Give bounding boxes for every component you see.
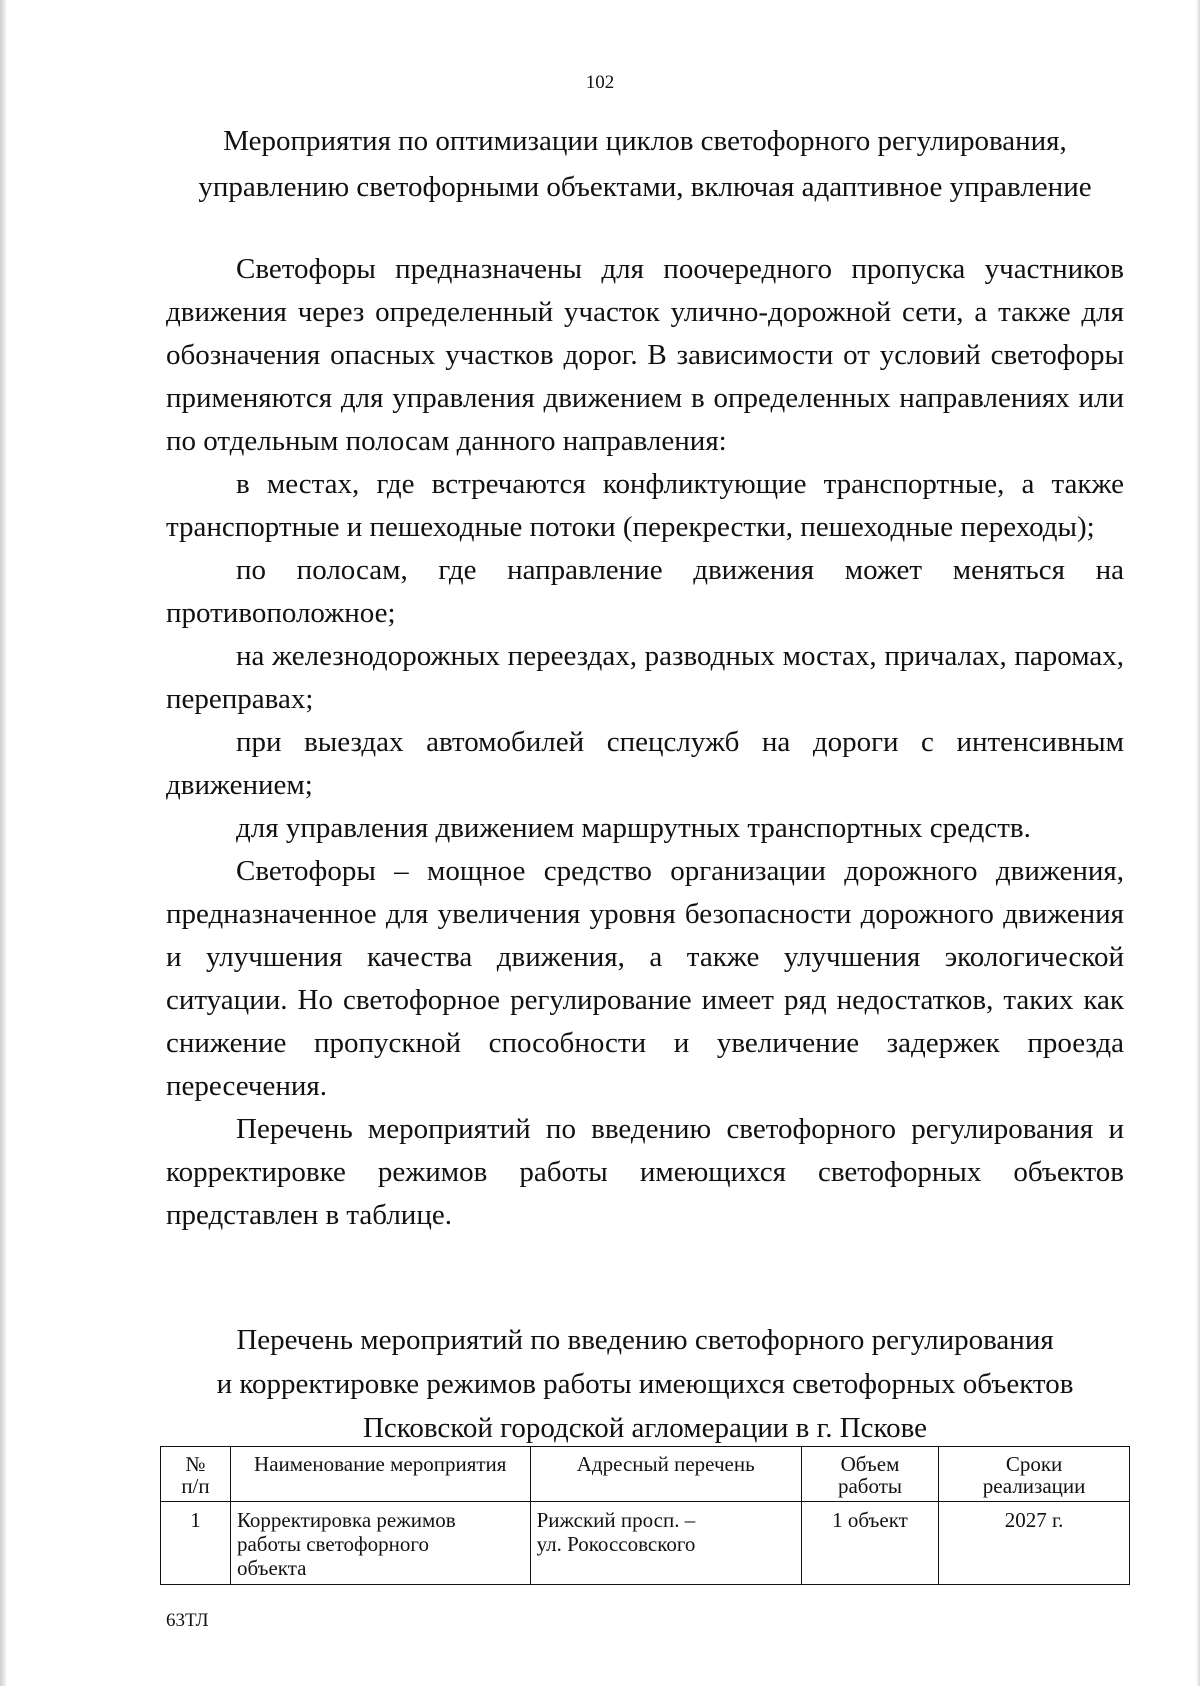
section-title bbox=[160, 118, 1130, 210]
measures-table bbox=[160, 1446, 1130, 1585]
scan-edge-right bbox=[1196, 0, 1200, 1686]
list-item: по полосам, где направление движения может меняться на противоположное; bbox=[166, 554, 1124, 629]
cell-name-line: объекта bbox=[236, 1556, 307, 1580]
body-text bbox=[166, 248, 1124, 1237]
cell-name-line: Корректировка режимов bbox=[236, 1508, 456, 1532]
table-title-line: и корректировке режимов работы имеющихся светофорных объектов bbox=[216, 1368, 1074, 1400]
table-header-row bbox=[161, 1447, 1130, 1502]
table-title-line: Перечень мероприятий по введению светофорного регулирования bbox=[236, 1324, 1054, 1356]
cell-terms: 2027 г. bbox=[939, 1502, 1130, 1585]
header-volume bbox=[801, 1447, 938, 1502]
paragraph: Светофоры – мощное средство организации дорожного движения, предназначенное для увеличения уровня безопасности дорожного движения и улучшения качества движения, а также улучшения экологической ситуации. Но светофорное регулирование имеет ряд недостатков, таких как снижение пропускной способности и увеличение задержек проезда пересечения. bbox=[166, 855, 1124, 1102]
scan-edge-left bbox=[0, 0, 6, 1686]
list-item: на железнодорожных переездах, разводных мостах, причалах, паромах, переправах; bbox=[166, 640, 1124, 715]
paragraph: Перечень мероприятий по введению светофорного регулирования и корректировке режимов работы имеющихся светофорных объектов представлен в таблице. bbox=[166, 1113, 1124, 1231]
header-name: Наименование мероприятия bbox=[230, 1447, 530, 1502]
cell-address bbox=[530, 1502, 801, 1585]
page-number: 102 bbox=[585, 72, 615, 93]
header-number-line: п/п bbox=[181, 1474, 210, 1498]
section-title-line: Мероприятия по оптимизации циклов светофорного регулирования, bbox=[223, 125, 1067, 157]
header-terms bbox=[939, 1447, 1130, 1502]
header-volume-line: работы bbox=[837, 1474, 902, 1498]
cell-volume: 1 объект bbox=[801, 1502, 938, 1585]
header-address: Адресный перечень bbox=[530, 1447, 801, 1502]
list-item: в местах, где встречаются конфликтующие транспортные, а также транспортные и пешеходные потоки (перекрестки, пешеходные переходы); bbox=[166, 468, 1124, 543]
cell-name-line: работы светофорного bbox=[236, 1532, 429, 1556]
list-item: для управления движением маршрутных транспортных средств. bbox=[236, 812, 1031, 844]
header-number-line: № bbox=[185, 1452, 206, 1476]
header-terms-line: Сроки bbox=[1005, 1452, 1063, 1476]
table-row bbox=[161, 1502, 1130, 1585]
header-volume-line: Объем bbox=[840, 1452, 900, 1476]
cell-name bbox=[230, 1502, 530, 1585]
paragraph: Светофоры предназначены для поочередного пропуска участников движения через определенный участок улично-дорожной сети, а также для обозначения опасных участков дорог. В зависимости от условий светофоры применяются для управления движением в определенных направлениях или по отдельным полосам данного направления: bbox=[166, 253, 1124, 457]
table-title bbox=[160, 1318, 1130, 1450]
list-item: при выездах автомобилей спецслужб на дороги с интенсивным движением; bbox=[166, 726, 1124, 801]
table-title-line: Псковской городской агломерации в г. Пскове bbox=[362, 1412, 928, 1444]
footer-code: 63ТЛ bbox=[166, 1610, 209, 1631]
section-title-line: управлению светофорными объектами, включая адаптивное управление bbox=[198, 171, 1092, 203]
cell-address-line: ул. Рокоссовского bbox=[536, 1532, 696, 1556]
cell-address-line: Рижский просп. – bbox=[536, 1508, 696, 1532]
cell-number: 1 bbox=[161, 1502, 231, 1585]
header-terms-line: реализации bbox=[982, 1474, 1086, 1498]
header-number bbox=[161, 1447, 231, 1502]
